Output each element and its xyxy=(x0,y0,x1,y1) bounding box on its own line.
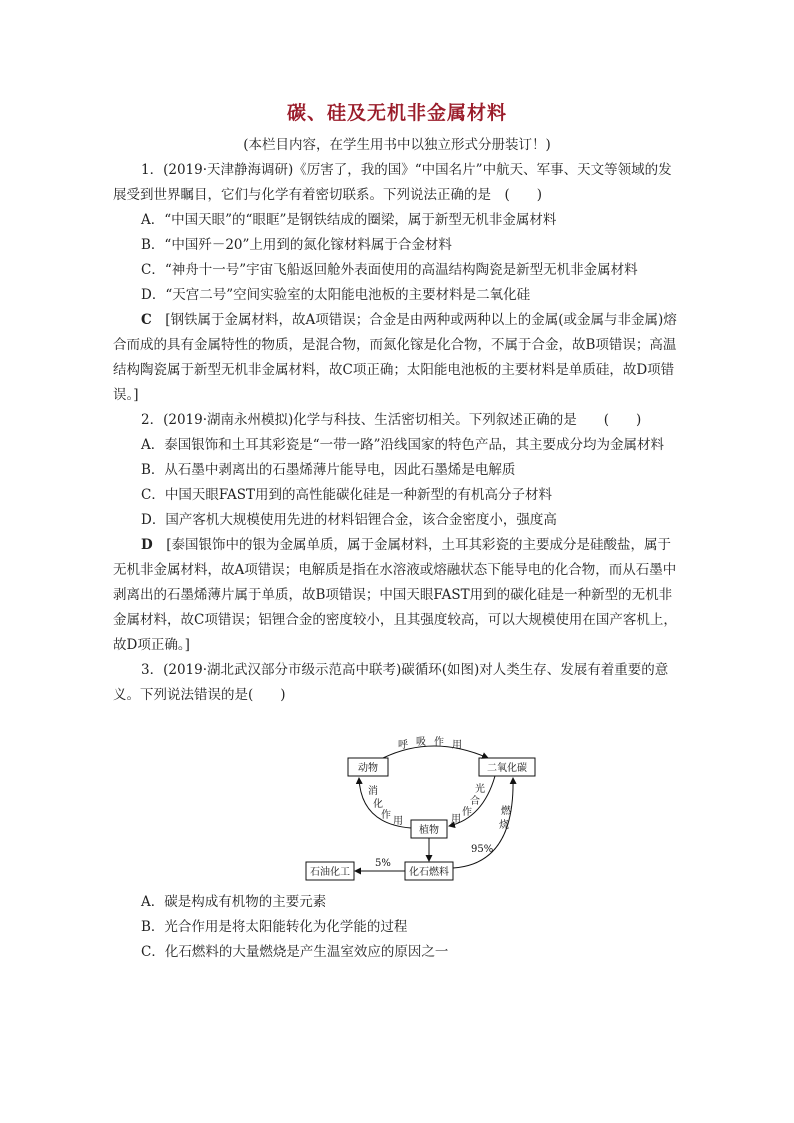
question-1-option-c: C．“神舟十一号”宇宙飞船返回舱外表面使用的高温结构陶瓷是新型无机非金属材料 xyxy=(141,262,638,278)
pct-5-label: 5% xyxy=(375,858,391,869)
respiration-char-4: 用 xyxy=(452,740,462,751)
co2-label: 二氧化碳 xyxy=(487,763,527,774)
photosynthesis-char-1: 光 xyxy=(475,784,485,795)
respiration-char-2: 吸 xyxy=(416,737,426,748)
digestion-char-4: 用 xyxy=(393,816,403,827)
question-2-stem: 2．(2019·湖南永州模拟)化学与科技、生活密切相关。下列叙述正确的是 ( ) xyxy=(141,412,642,428)
question-2-option-d: D．国产客机大规模使用先进的材料铝锂合金，该合金密度小，强度高 xyxy=(141,512,557,528)
combustion-char-2: 烧 xyxy=(499,820,509,831)
question-2-option-a: A．泰国银饰和土耳其彩瓷是“一带一路”沿线国家的特色产品，其主要成分均为金属材料 xyxy=(141,437,665,453)
question-2-answer xyxy=(113,533,678,658)
combustion-char-1: 燃 xyxy=(501,806,511,817)
digestion-char-2: 化 xyxy=(373,799,383,810)
plant-label: 植物 xyxy=(419,825,439,836)
question-2-option-c: C．中国天眼FAST用到的高性能碳化硅是一种新型的有机高分子材料 xyxy=(141,487,553,503)
carbon-cycle-svg xyxy=(113,716,678,886)
petrochemical-label: 石油化工 xyxy=(310,867,350,878)
animal-label: 动物 xyxy=(358,763,378,774)
question-1-option-a: A．“中国天眼”的“眼眶”是钢铁结成的圈梁，属于新型无机非金属材料 xyxy=(141,212,557,228)
question-1-answer xyxy=(113,308,678,408)
question-1-option-d: D．“天宫二号”空间实验室的太阳能电池板的主要材料是二氧化硅 xyxy=(141,287,531,303)
photosynthesis-char-3: 作 xyxy=(462,807,472,818)
question-3-option-b: B．光合作用是将太阳能转化为化学能的过程 xyxy=(141,919,408,935)
content-body xyxy=(113,158,678,965)
page-subtitle: (本栏目内容，在学生用书中以独立形式分册装订！) xyxy=(243,137,551,153)
question-1-option-b: B．“中国歼－20”上用到的氮化镓材料属于合金材料 xyxy=(141,237,452,253)
page-title: 碳、硅及无机非金属材料 xyxy=(286,102,507,124)
question-2-option-b: B．从石墨中剥离出的石墨烯薄片能导电，因此石墨烯是电解质 xyxy=(141,462,516,478)
question-1-explanation: [钢铁属于金属材料，故A项错误；合金是由两种或两种以上的金属(或金属与非金属)熔合而成的具有金属特性的物质，是混合物，而氮化镓是化合物，不属于合金，故B项错误；高温结构陶瓷属于新型无机非金属材料，故C项正确；太阳能电池板的主要材料是单质硅，故D项错误。] xyxy=(113,312,677,403)
respiration-char-3: 作 xyxy=(434,737,444,748)
question-2-explanation: [泰国银饰中的银为金属单质，属于金属材料，土耳其彩瓷的主要成分是硅酸盐，属于无机非金属材料，故A项错误；电解质是指在水溶液或熔融状态下能导电的化合物，而从石墨中剥离出的石墨烯薄片属于单质，故B项错误；中国天眼FAST用到的碳化硅是一种新型的无机非金属材料，故C项错误；铝锂合金的密度较小，且其强度较高，可以大规模使用在国产客机上，故D项正确。] xyxy=(113,537,677,653)
respiration-char-1: 呼 xyxy=(398,740,408,751)
question-3-option-a: A．碳是构成有机物的主要元素 xyxy=(141,894,327,910)
photosynthesis-char-2: 合 xyxy=(470,796,480,807)
pct-95-label: 95% xyxy=(471,844,494,855)
photosynthesis-char-4: 用 xyxy=(451,814,461,825)
digestion-char-3: 作 xyxy=(381,810,391,821)
question-2-answer-letter: D xyxy=(141,537,153,553)
question-1-answer-letter: C xyxy=(141,312,152,328)
fossil-fuel-label: 化石燃料 xyxy=(409,867,449,878)
digestion-char-1: 消 xyxy=(368,786,378,797)
question-3-stem: 3．(2019·湖北武汉部分市级示范高中联考)碳循环(如图)对人类生存、发展有着重要的意义。下列说法错误的是( ) xyxy=(113,662,669,703)
question-3-option-c: C．化石燃料的大量燃烧是产生温室效应的原因之一 xyxy=(141,944,449,960)
question-1-stem: 1．(2019·天津静海调研)《厉害了，我的国》“中国名片”中航天、军事、天文等领域的发展受到世界瞩目，它们与化学有着密切联系。下列说法正确的是 ( ) xyxy=(113,162,672,203)
carbon-cycle-diagram xyxy=(113,716,678,886)
